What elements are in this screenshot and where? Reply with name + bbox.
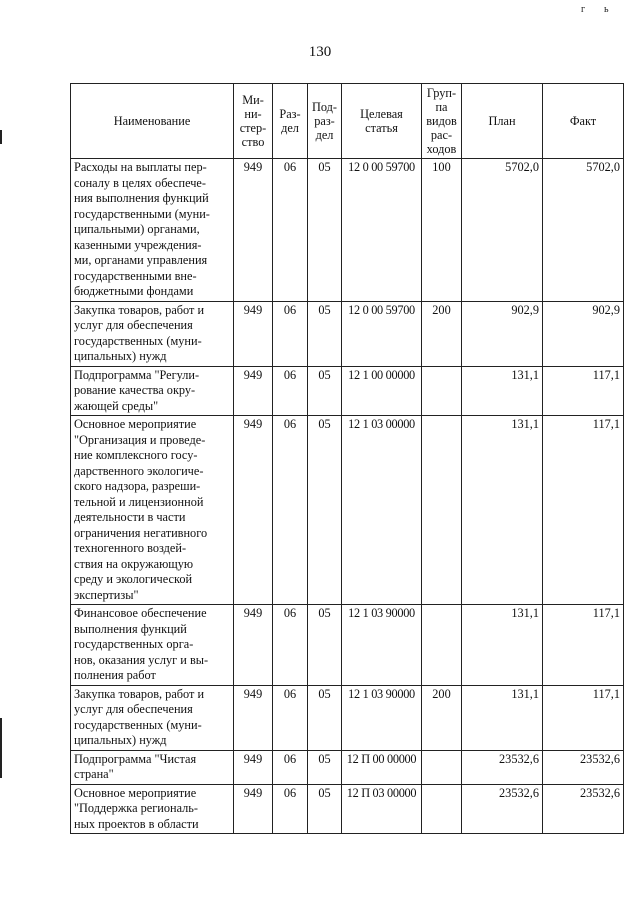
row-razdel-cell: 06	[273, 416, 308, 605]
row-name-cell: Основное мероприятие "Организация и проведе- ние комплексного госу- дарственного экологиче- ского надзора, разреши- тельной и лицензионной деятельности в части ограничения негативного техногенного воздей- ствия на окружающую среду и экологической экспертизы"	[71, 416, 234, 605]
row-ministry-cell: 949	[234, 366, 273, 416]
row-razdel-cell: 06	[273, 750, 308, 784]
table-body	[71, 159, 624, 834]
row-expense-group-cell: 100	[422, 159, 462, 302]
row-name-cell: Финансовое обеспечение выполнения функций государственных орга- нов, оказания услуг и вы- полнения работ	[71, 605, 234, 686]
row-razdel-cell: 06	[273, 605, 308, 686]
row-name-cell: Расходы на выплаты пер- соналу в целях обеспече- ния выполнения функций государственными (муни- ципальными) органами, казенными учреждения- ми, органами управления государственными вне- бюджетными фондами	[71, 159, 234, 302]
header-razdel: Раз- дел	[273, 84, 308, 159]
row-podrazdel-cell: 05	[308, 301, 342, 366]
row-fact-cell: 117,1	[543, 685, 624, 750]
row-ministry-cell: 949	[234, 159, 273, 302]
table-row	[71, 784, 624, 834]
row-ministry-cell: 949	[234, 301, 273, 366]
row-expense-group-cell	[422, 416, 462, 605]
row-ministry-cell: 949	[234, 685, 273, 750]
row-ministry-cell: 949	[234, 750, 273, 784]
header-name: Наименование	[71, 84, 234, 159]
row-razdel-cell: 06	[273, 685, 308, 750]
header-row	[71, 84, 624, 159]
table-row	[71, 750, 624, 784]
row-plan-cell: 23532,6	[462, 784, 543, 834]
corner-mark-right: ь	[604, 4, 609, 15]
row-expense-group-cell	[422, 784, 462, 834]
scan-edge-mark	[0, 718, 2, 778]
row-podrazdel-cell: 05	[308, 750, 342, 784]
row-razdel-cell: 06	[273, 366, 308, 416]
row-expense-group-cell	[422, 605, 462, 686]
row-plan-cell: 23532,6	[462, 750, 543, 784]
header-podrazdel: Под- раз- дел	[308, 84, 342, 159]
row-expense-group-cell: 200	[422, 685, 462, 750]
row-fact-cell: 5702,0	[543, 159, 624, 302]
row-plan-cell: 902,9	[462, 301, 543, 366]
row-target-article-cell: 12 1 03 90000	[342, 605, 422, 686]
header-fact: Факт	[543, 84, 624, 159]
table-row	[71, 366, 624, 416]
scan-edge-mark	[0, 130, 2, 144]
header-ministry: Ми- ни- стер- ство	[234, 84, 273, 159]
table-row	[71, 301, 624, 366]
table-row	[71, 605, 624, 686]
row-target-article-cell: 12 0 00 59700	[342, 301, 422, 366]
row-target-article-cell: 12 0 00 59700	[342, 159, 422, 302]
row-ministry-cell: 949	[234, 605, 273, 686]
row-podrazdel-cell: 05	[308, 605, 342, 686]
row-razdel-cell: 06	[273, 159, 308, 302]
row-podrazdel-cell: 05	[308, 159, 342, 302]
row-name-cell: Подпрограмма "Чистая страна"	[71, 750, 234, 784]
row-plan-cell: 131,1	[462, 366, 543, 416]
header-plan: План	[462, 84, 543, 159]
row-podrazdel-cell: 05	[308, 416, 342, 605]
row-fact-cell: 117,1	[543, 366, 624, 416]
table-row	[71, 685, 624, 750]
row-fact-cell: 117,1	[543, 605, 624, 686]
row-target-article-cell: 12 П 03 00000	[342, 784, 422, 834]
row-expense-group-cell	[422, 750, 462, 784]
row-plan-cell: 5702,0	[462, 159, 543, 302]
row-name-cell: Закупка товаров, работ и услуг для обеспечения государственных (муни- ципальных) нужд	[71, 301, 234, 366]
row-target-article-cell: 12 П 00 00000	[342, 750, 422, 784]
header-target-article: Целевая статья	[342, 84, 422, 159]
row-ministry-cell: 949	[234, 784, 273, 834]
row-fact-cell: 23532,6	[543, 784, 624, 834]
row-name-cell: Подпрограмма "Регули- рование качества окру- жающей среды"	[71, 366, 234, 416]
row-name-cell: Закупка товаров, работ и услуг для обеспечения государственных (муни- ципальных) нужд	[71, 685, 234, 750]
row-razdel-cell: 06	[273, 301, 308, 366]
page-number: 130	[308, 44, 332, 60]
row-expense-group-cell: 200	[422, 301, 462, 366]
table-row	[71, 416, 624, 605]
row-fact-cell: 117,1	[543, 416, 624, 605]
row-plan-cell: 131,1	[462, 416, 543, 605]
row-target-article-cell: 12 1 03 90000	[342, 685, 422, 750]
budget-table	[70, 83, 624, 834]
row-podrazdel-cell: 05	[308, 685, 342, 750]
row-expense-group-cell	[422, 366, 462, 416]
corner-mark-left: г	[581, 4, 586, 15]
row-target-article-cell: 12 1 00 00000	[342, 366, 422, 416]
row-target-article-cell: 12 1 03 00000	[342, 416, 422, 605]
header-expense-group: Груп- па видов рас- ходов	[422, 84, 462, 159]
row-ministry-cell: 949	[234, 416, 273, 605]
row-fact-cell: 23532,6	[543, 750, 624, 784]
row-podrazdel-cell: 05	[308, 366, 342, 416]
row-razdel-cell: 06	[273, 784, 308, 834]
table-row	[71, 159, 624, 302]
row-plan-cell: 131,1	[462, 605, 543, 686]
row-fact-cell: 902,9	[543, 301, 624, 366]
row-name-cell: Основное мероприятие "Поддержка региональ- ных проектов в области	[71, 784, 234, 834]
row-podrazdel-cell: 05	[308, 784, 342, 834]
row-plan-cell: 131,1	[462, 685, 543, 750]
